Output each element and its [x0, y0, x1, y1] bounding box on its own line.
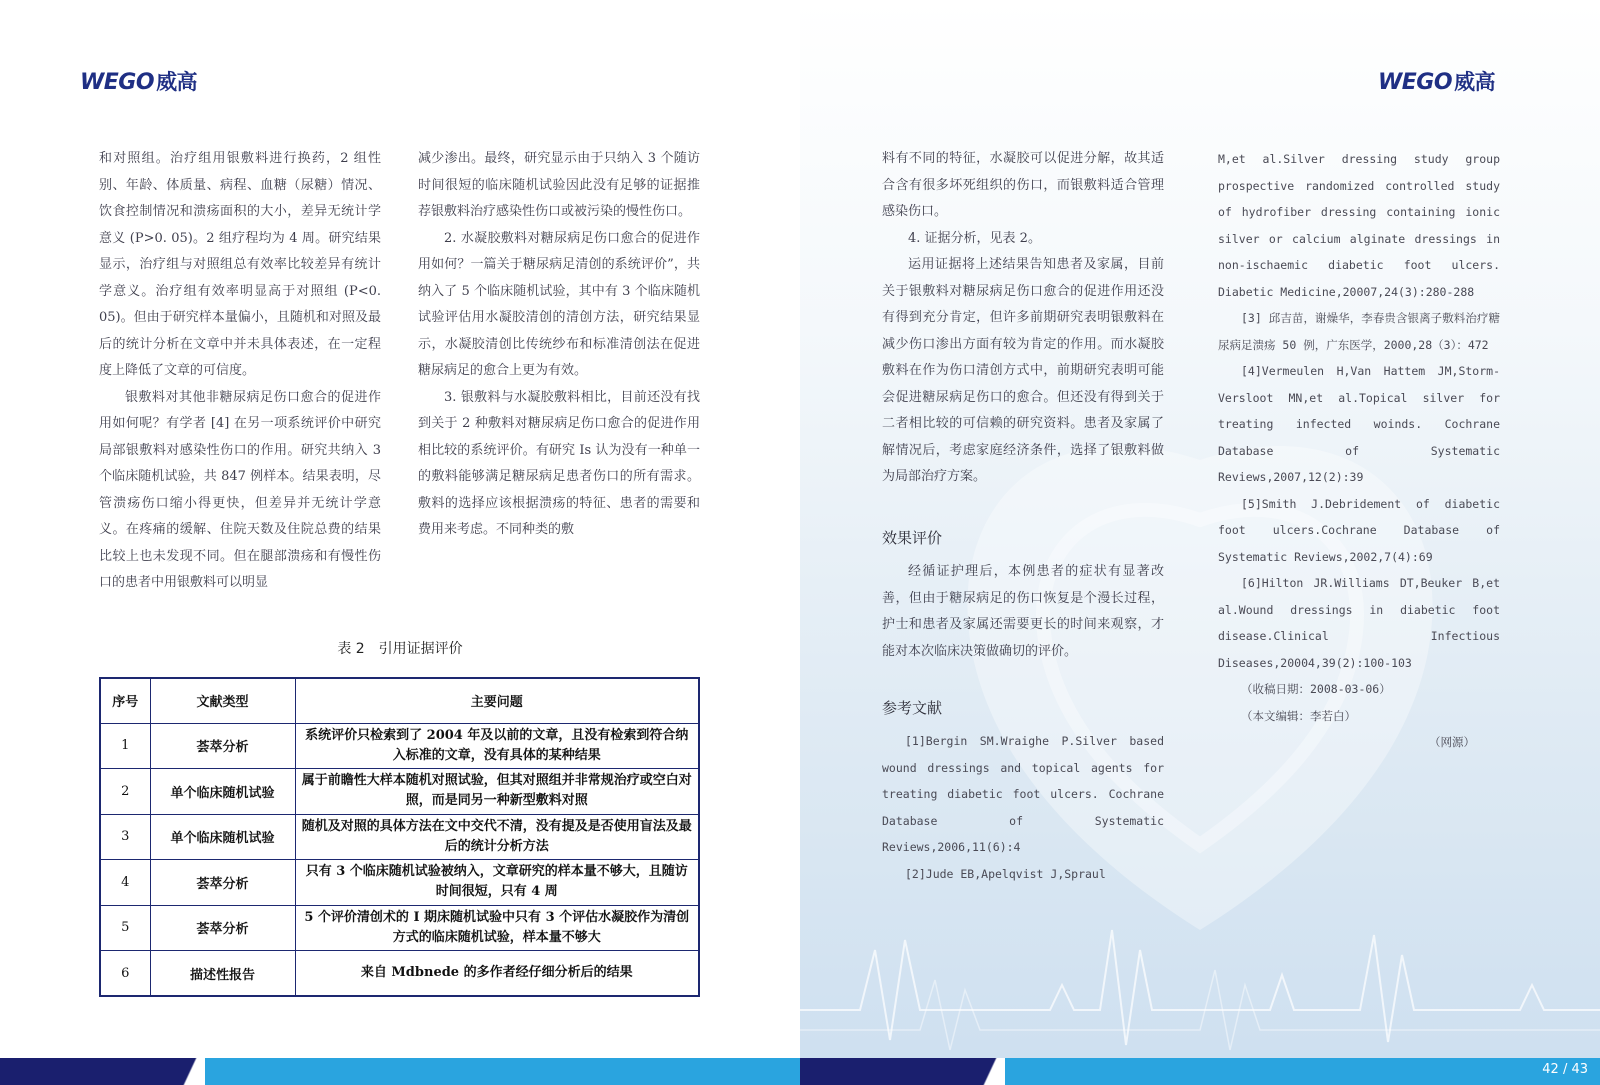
table-row	[100, 905, 699, 951]
cell-num: 4	[100, 860, 150, 906]
paragraph: 经循证护理后，本例患者的症状有显著改善，但由于糖尿病足的伤口恢复是个漫长过程，护士和患者及家属还需要更长的时间来观察，才能对本次临床决策做确切的评价。	[882, 564, 1164, 659]
effect-evaluation-text	[882, 559, 1164, 665]
section-heading-references: 参考文献	[882, 699, 943, 717]
evidence-table	[99, 677, 700, 997]
cell-num: 5	[100, 905, 150, 951]
paragraph: 2. 水凝胶敷料对糖尿病足伤口愈合的促进作用如何？一篇关于糖尿病足清创的系统评价”，共纳入了 5 个临床随机试验，其中有 3 个临床随机试验评估用水凝胶清创的清创方法，研究结果显示，水凝胶清创比传统纱布和标准清创法在促进糖尿病足的愈合上更为有效。	[418, 230, 700, 378]
footer-blue-segment-left	[205, 1058, 800, 1085]
cell-num: 6	[100, 951, 150, 997]
footer-divider-left	[175, 1058, 205, 1085]
cell-num: 3	[100, 814, 150, 860]
table-row	[100, 769, 699, 815]
cell-issue: 随机及对照的具体方法在文中交代不清，没有提及是否使用盲法及最后的统计分析方法	[295, 814, 699, 860]
column-header: 主要问题	[295, 678, 699, 723]
left-column-2	[418, 146, 700, 544]
cell-issue: 系统评价只检索到了 2004 年及以前的文章，且没有检索到符合纳入标准的文章，没有具体的某种结果	[295, 723, 699, 769]
reference-item: [6]Hilton JR.Williams DT,Beuker B,et al.Wound dressings in diabetic foot disease.Clinical Infectious Diseases,20004,39(2):100-103	[1218, 576, 1500, 670]
cell-issue: 5 个评价清创术的 I 期床随机试验中只有 3 个评估水凝胶作为清创方式的临床随机试验，样本量不够大	[295, 905, 699, 951]
paragraph: 4. 证据分析，见表 2。	[908, 230, 1041, 246]
cell-num: 1	[100, 723, 150, 769]
cell-type: 荟萃分析	[150, 905, 295, 951]
paragraph: 运用证据将上述结果告知患者及家属，目前关于银敷料对糖尿病足伤口愈合的促进作用还没有得到充分肯定，但许多前期研究表明银敷料在减少伤口渗出方面有较为肯定的作用。而水凝胶敷料在作为伤口清创方式中，前期研究表明可能会促进糖尿病足伤口的愈合。但还没有得到关于二者相比较的可信赖的研究资料。患者及家属了解情况后，考虑家庭经济条件，选择了银敷料做为局部治疗方案。	[882, 257, 1164, 484]
column-header: 文献类型	[150, 678, 295, 723]
left-column-1	[99, 146, 381, 597]
cell-type: 单个临床随机试验	[150, 769, 295, 815]
table-header-row	[100, 678, 699, 723]
reference-item: [5]Smith J.Debridement of diabetic foot ulcers.Cochrane Database of Systematic Reviews,2002,7(4):69	[1218, 496, 1500, 564]
cell-issue: 只有 3 个临床随机试验被纳入，文章研究的样本量不够大，且随访时间很短，只有 4 周	[295, 860, 699, 906]
table-row	[100, 723, 699, 769]
page-indicator[interactable]: 42 / 43	[1542, 1062, 1588, 1077]
cell-type: 描述性报告	[150, 951, 295, 997]
footer-bar	[0, 1058, 1600, 1085]
paragraph: 3. 银敷料与水凝胶敷料相比，目前还没有找到关于 2 种敷料对糖尿病足伤口愈合的促进作用相比较的系统评价。有研究 Is 认为没有一种单一的敷料能够满足糖尿病足患者伤口的所有需求。敷料的选择应该根据溃疡的特征、患者的需要和费用来考虑。不同种类的敷	[418, 389, 700, 537]
reference-item: [3] 邱吉苗，谢燥华，李春贵含银离子敷料治疗糖尿病足溃疡 50 例，广东医学，2000,28（3）：472	[1218, 311, 1500, 352]
column-header: 序号	[100, 678, 150, 723]
paragraph: 减少渗出。最终，研究显示由于只纳入 3 个随访时间很短的临床随机试验因此没有足够的证据推荐银敷料治疗感染性伤口或被污染的慢性伤口。	[418, 151, 700, 219]
table-row	[100, 860, 699, 906]
cell-issue: 属于前瞻性大样本随机对照试验，但其对照组并非常规治疗或空白对照，而是同另一种新型敷料对照	[295, 769, 699, 815]
section-heading-effect: 效果评价	[882, 529, 943, 547]
reference-item: [2]Jude EB,Apelqvist J,Spraul	[905, 866, 1106, 881]
footer-divider-right	[975, 1058, 1005, 1085]
cell-type: 单个临床随机试验	[150, 814, 295, 860]
right-page	[800, 0, 1600, 1085]
table-row	[100, 951, 699, 997]
paragraph: 和对照组。治疗组用银敷料进行换药，2 组性别、年龄、体质量、病程、血糖（尿糖）情况、饮食控制情况和溃疡面积的大小，差异无统计学意义 (P>0. 05)。2 组疗程均为 4 周。研究结果显示，治疗组与对照组总有效率比较差异有统计学意义。治疗组有效率明显高于对照组 (P<0. 05)。但由于研究样本量偏小，且随机和对照及最后的统计分析在文章中并未具体表述，在一定程度上降低了文章的可信度。	[99, 151, 381, 378]
table-title: 表 2 引用证据评价	[337, 641, 463, 657]
paragraph: 料有不同的特征，水凝胶可以促进分解，故其适合含有很多坏死组织的伤口，而银敷料适合管理感染伤口。	[882, 151, 1164, 219]
footer-navy-segment-left	[0, 1058, 175, 1085]
reference-item: [4]Vermeulen H,Van Hattem JM,Storm-Versloot MN,et al.Topical silver for treating infected woinds. Cochrane Database of Systematic Reviews,2007,12(2):39	[1218, 364, 1500, 484]
cell-type: 荟萃分析	[150, 860, 295, 906]
references-column-1	[882, 728, 1164, 887]
cell-type: 荟萃分析	[150, 723, 295, 769]
footer-blue-segment-right	[1005, 1058, 1600, 1085]
wego-logo-right: WEGO威高	[1378, 70, 1496, 95]
paragraph: 银敷料对其他非糖尿病足伤口愈合的促进作用如何呢？有学者 [4] 在另一项系统评价中研究局部银敷料对感染性伤口的作用。研究共纳入 3 个临床随机试验，共 847 例样本。结果表明，尽管溃疡伤口缩小得更快，但差异并无统计学意义。在疼痛的缓解、住院天数及住院总费的结果比较上也未发现不同。但在腿部溃疡和有慢性伤口的患者中用银敷料可以明显	[99, 389, 381, 590]
references-column-2	[1218, 146, 1500, 756]
cell-num: 2	[100, 769, 150, 815]
footer-navy-segment-right	[800, 1058, 975, 1085]
reference-item: M,et al.Silver dressing study group prospective randomized controlled study of hydrofiber dressing containing ionic silver or calcium alginate dressings in non-ischaemic diabetic foot ulcers. Diabetic Medicine,20007,24(3):280-288	[1218, 152, 1500, 299]
editor-note: （本文编辑：李若白）	[1241, 708, 1356, 723]
reference-item: [1]Bergin SM.Wraighe P.Silver based wound dressings and topical agents for treating diabetic foot ulcers. Cochrane Database of Systematic Reviews,2006,11(6):4	[882, 734, 1164, 854]
wego-logo-left: WEGO威高	[80, 70, 198, 95]
right-column-1-text	[882, 146, 1164, 491]
received-date: （收稿日期：2008-03-06）	[1241, 682, 1391, 696]
table-row	[100, 814, 699, 860]
cell-issue: 来自 Mdbnede 的多作者经仔细分析后的结果	[295, 951, 699, 997]
source-note: （网源）	[1429, 735, 1475, 749]
